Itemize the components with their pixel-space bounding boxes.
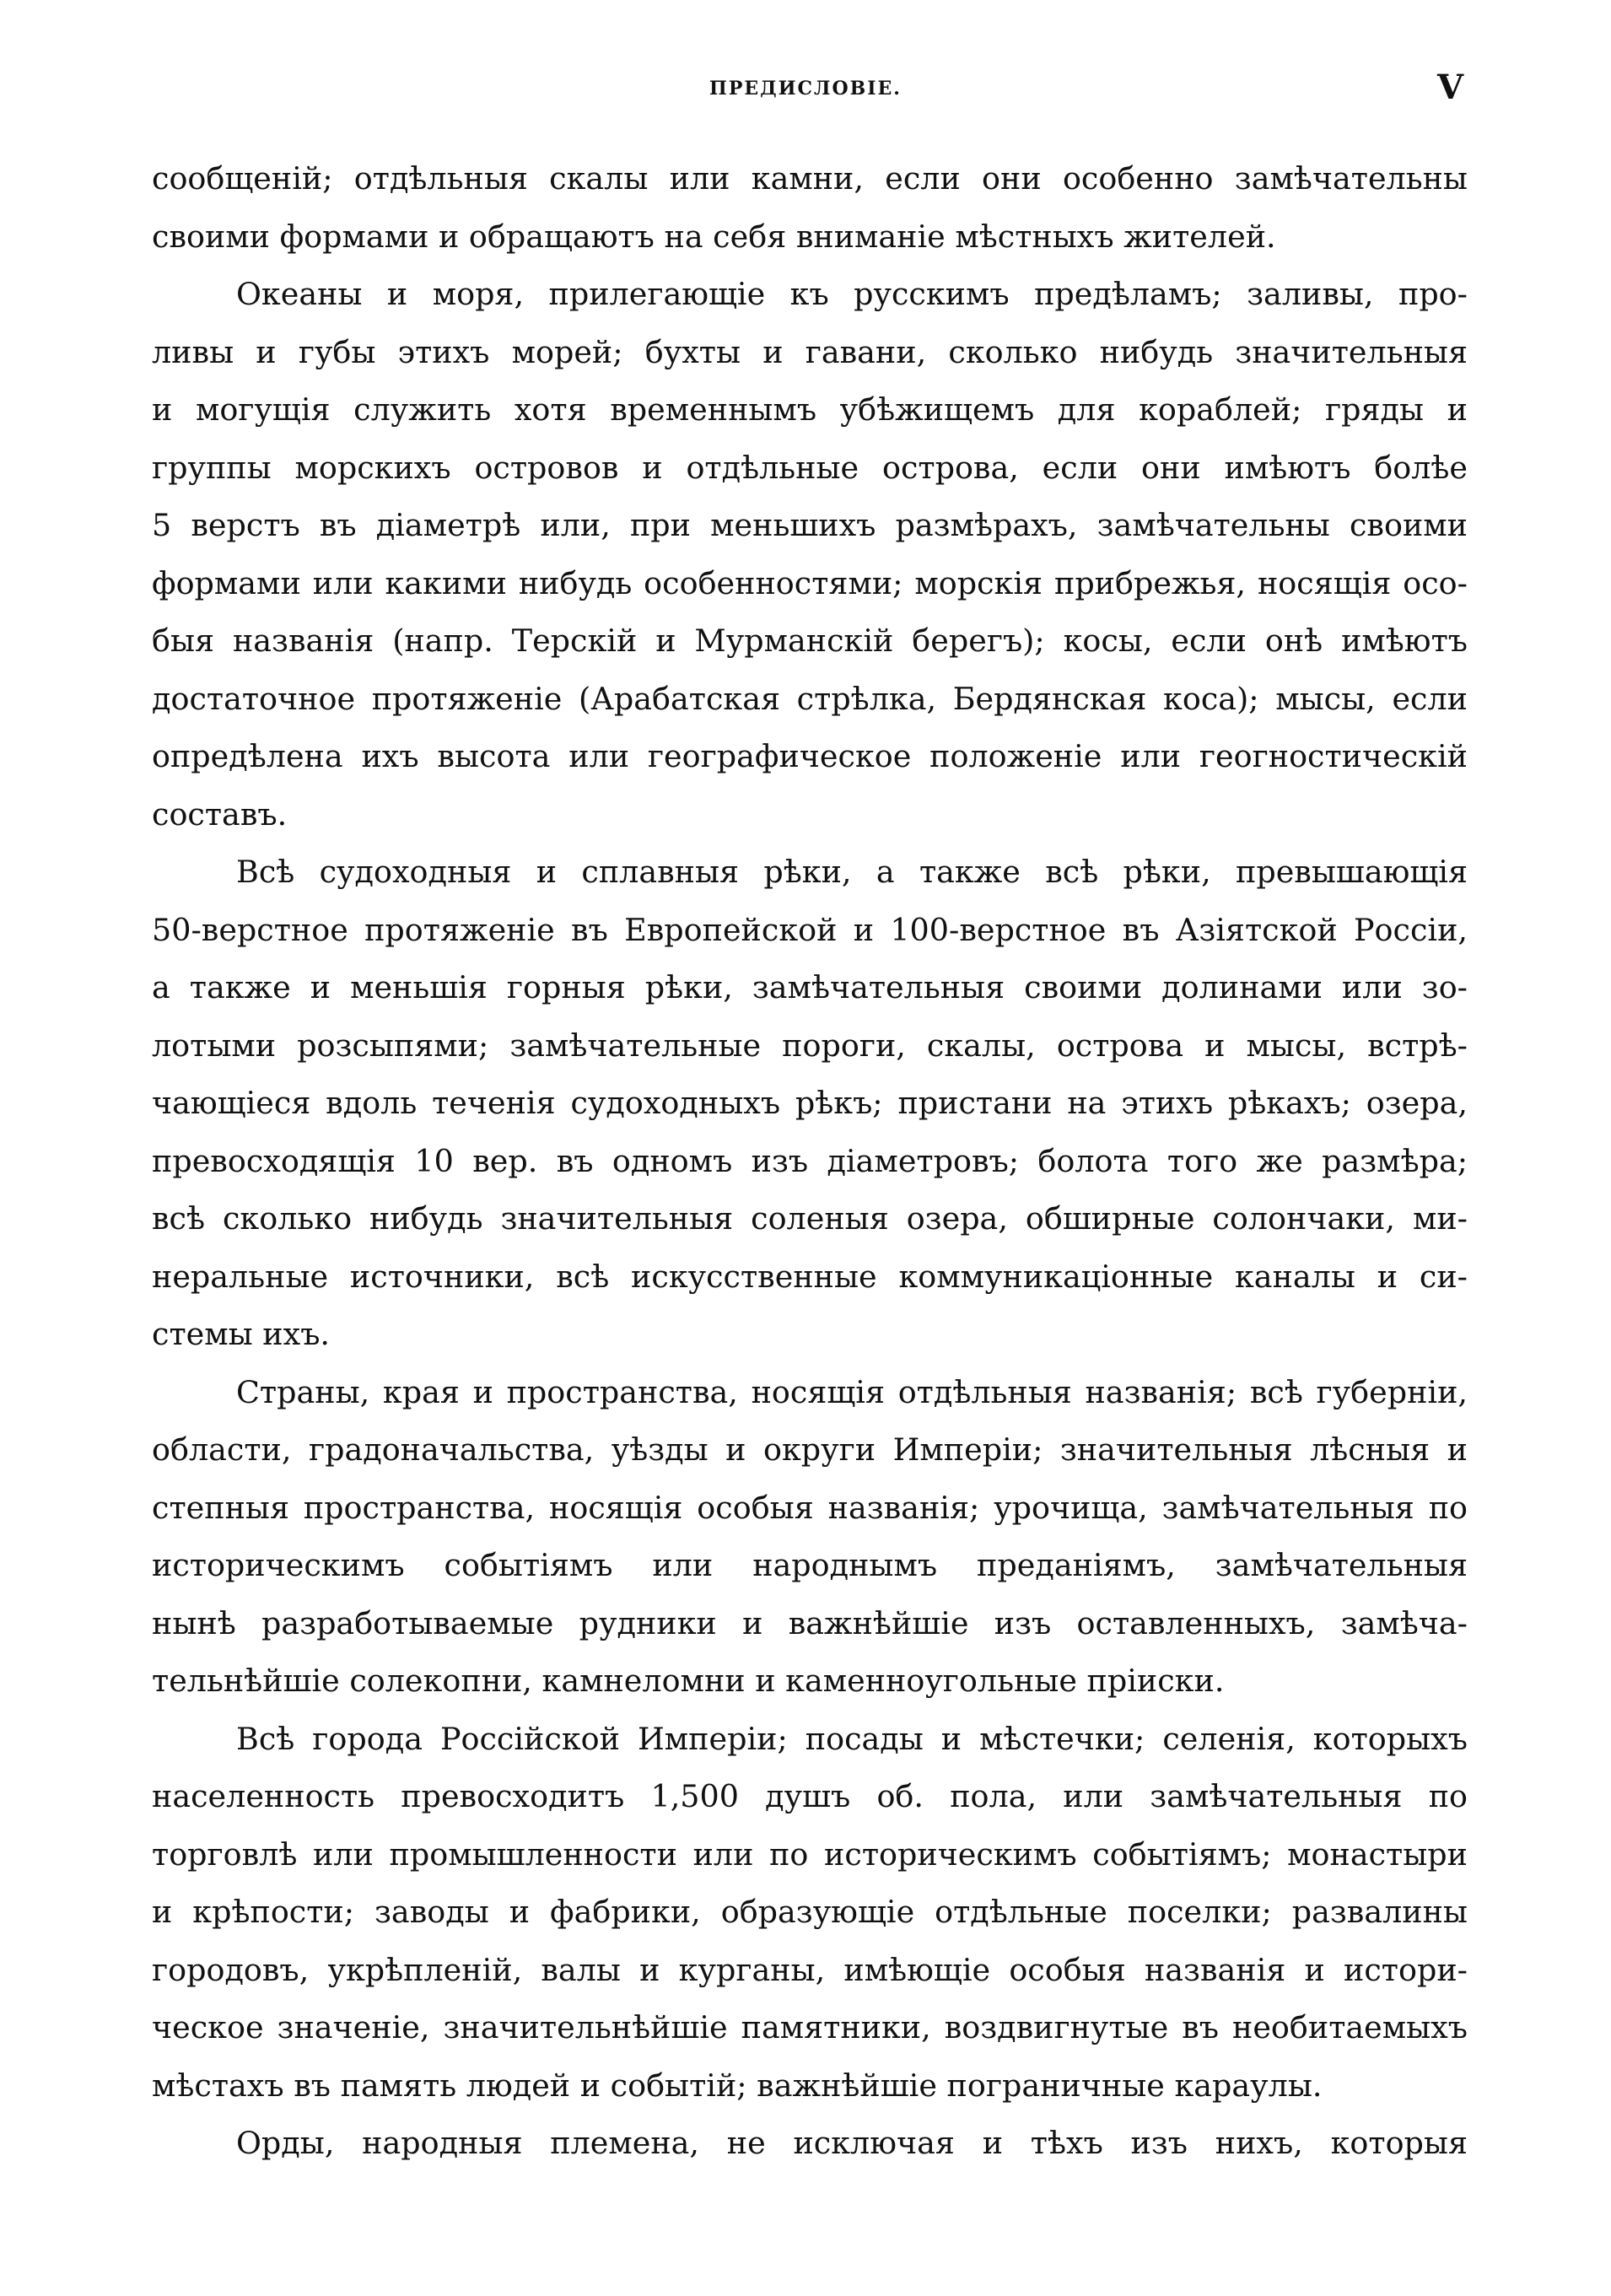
text-line: мѣстахъ въ память людей и событій; важнѣйшіе пограничные караулы. bbox=[152, 2067, 1323, 2104]
text-line: неральные источники, всѣ искусственные коммуникаціонные каналы и си- bbox=[152, 1258, 1468, 1295]
text-line: опредѣлена ихъ высота или географическое положеніе или геогностическій bbox=[152, 738, 1468, 774]
text-line: Всѣ города Россійской Имперіи; посады и мѣстечки; селенія, которыхъ bbox=[236, 1720, 1468, 1757]
paragraph bbox=[152, 2115, 1468, 2173]
text-line: а также и меньшія горныя рѣки, замѣчательныя своими долинами или зо- bbox=[152, 969, 1468, 1005]
text-line: группы морскихъ островов и отдѣльные острова, если они имѣютъ болѣе bbox=[152, 449, 1468, 486]
text-line: тельнѣйшіе солекопни, камнеломни и каменноугольные пріиски. bbox=[152, 1663, 1225, 1699]
text-line: 50-верстное протяженіе въ Европейской и 100-верстное въ Азіятской Россіи, bbox=[152, 911, 1468, 948]
text-line: степныя пространства, носящія особыя названія; урочища, замѣчательныя по bbox=[152, 1489, 1468, 1526]
text-line: Страны, края и пространства, носящія отдѣльныя названія; всѣ губерніи, bbox=[236, 1373, 1468, 1410]
running-title: ПРЕДИСЛОВІЕ. bbox=[709, 78, 902, 100]
paragraph bbox=[152, 1364, 1468, 1711]
paragraph bbox=[152, 1711, 1468, 2115]
body-text bbox=[152, 150, 1468, 2173]
text-line: своими формами и обращаютъ на себя вниманіе мѣстныхъ жителей. bbox=[152, 218, 1276, 255]
text-line: достаточное протяженіе (Арабатская стрѣлка, Бердянская коса); мысы, если bbox=[152, 680, 1468, 717]
text-line: и могущія служить хотя временнымъ убѣжищемъ для кораблей; гряды и bbox=[152, 391, 1468, 428]
text-line: 5 верстъ въ діаметрѣ или, при меньшихъ размѣрахъ, замѣчательны своими bbox=[152, 507, 1468, 543]
paragraph bbox=[152, 150, 1468, 266]
text-line: нынѣ разработываемые рудники и важнѣйшіе изъ оставленныхъ, замѣча- bbox=[152, 1604, 1468, 1641]
page-number: V bbox=[1436, 67, 1463, 107]
text-line: превосходящія 10 вер. въ одномъ изъ діаметровъ; болота того же размѣра; bbox=[152, 1142, 1468, 1179]
paragraph bbox=[152, 843, 1468, 1364]
text-line: всѣ сколько нибудь значительныя соленыя озера, обширные солончаки, ми- bbox=[152, 1200, 1468, 1237]
text-line: и крѣпости; заводы и фабрики, образующіе отдѣльные поселки; развалины bbox=[152, 1894, 1468, 1930]
text-line: составъ. bbox=[152, 795, 288, 833]
text-line: историческимъ событіямъ или народнымъ преданіямъ, замѣчательныя bbox=[152, 1547, 1468, 1583]
text-line: быя названія (напр. Терскій и Мурманскій берегъ); косы, если онѣ имѣютъ bbox=[152, 623, 1468, 659]
text-line: формами или какими нибудь особенностями; морскія прибрежья, носящія осо- bbox=[152, 564, 1468, 601]
text-line: торговлѣ или промышленности или по историческимъ событіямъ; монастыри bbox=[152, 1835, 1468, 1873]
text-line: Орды, народныя племена, не исключая и тѣхъ изъ нихъ, которыя bbox=[236, 2125, 1468, 2161]
text-line: ческое значеніе, значительнѣйшіе памятники, воздвигнутые въ необитаемыхъ bbox=[152, 2009, 1468, 2045]
text-line: сообщеній; отдѣльныя скалы или камни, если они особенно замѣчательны bbox=[152, 160, 1468, 197]
text-line: ливы и губы этихъ морей; бухты и гавани, сколько нибудь значительныя bbox=[152, 333, 1468, 370]
text-line: лотыми розсыпями; замѣчательные пороги, скалы, острова и мысы, встрѣ- bbox=[152, 1027, 1468, 1064]
text-line: чающіеся вдоль теченія судоходныхъ рѣкъ; пристани на этихъ рѣкахъ; озера, bbox=[152, 1085, 1468, 1121]
text-line: Океаны и моря, прилегающіе къ русскимъ предѣламъ; заливы, про- bbox=[236, 276, 1468, 312]
text-line: населенность превосходитъ 1,500 душъ об. пола, или замѣчательныя по bbox=[152, 1778, 1468, 1814]
text-line: стемы ихъ. bbox=[152, 1316, 331, 1352]
paragraph bbox=[152, 266, 1468, 843]
running-head bbox=[0, 67, 1611, 118]
text-line: Всѣ судоходныя и сплавныя рѣки, а также всѣ рѣки, превышающія bbox=[236, 854, 1468, 890]
text-line: области, градоначальства, уѣзды и округи Имперіи; значительныя лѣсныя и bbox=[152, 1431, 1468, 1468]
text-line: городовъ, укрѣпленій, валы и курганы, имѣющіе особыя названія и истори- bbox=[152, 1951, 1468, 1988]
